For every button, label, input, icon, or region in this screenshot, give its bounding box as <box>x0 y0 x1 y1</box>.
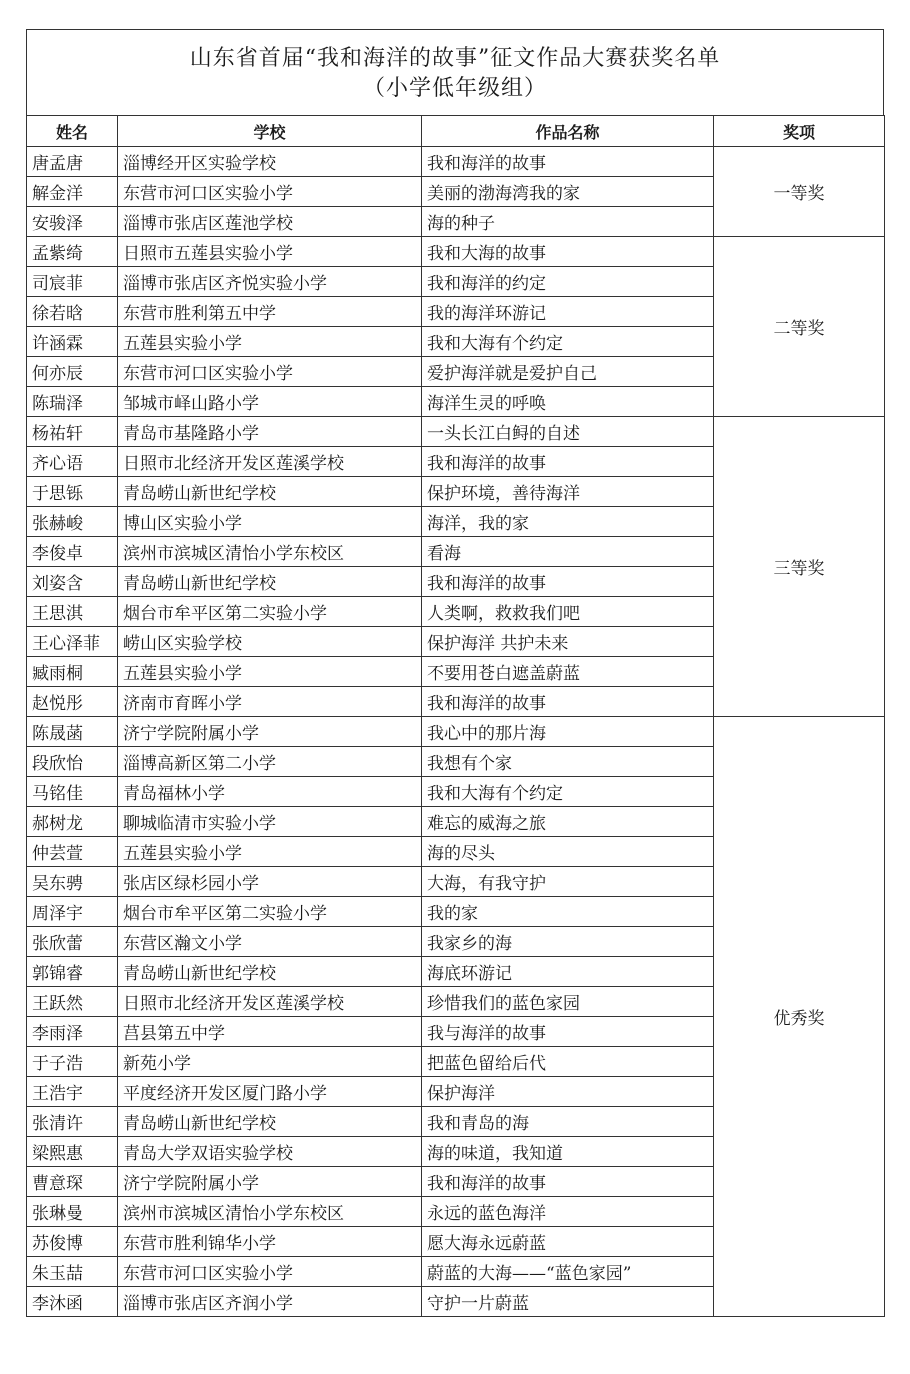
header-award: 奖项 <box>714 116 885 147</box>
cell-school: 烟台市牟平区第二实验小学 <box>118 597 422 627</box>
cell-school: 青岛崂山新世纪学校 <box>118 477 422 507</box>
cell-school: 博山区实验小学 <box>118 507 422 537</box>
cell-school: 五莲县实验小学 <box>118 837 422 867</box>
cell-name: 张清许 <box>27 1107 118 1137</box>
cell-school: 日照市北经济开发区莲溪学校 <box>118 447 422 477</box>
cell-name: 马铭佳 <box>27 777 118 807</box>
cell-work: 我家乡的海 <box>422 927 714 957</box>
cell-award: 三等奖 <box>714 417 885 717</box>
cell-work: 海的尽头 <box>422 837 714 867</box>
cell-name: 孟紫绮 <box>27 237 118 267</box>
table-body <box>27 147 885 1317</box>
cell-work: 难忘的威海之旅 <box>422 807 714 837</box>
cell-name: 李俊卓 <box>27 537 118 567</box>
cell-school: 济宁学院附属小学 <box>118 1167 422 1197</box>
header-name: 姓名 <box>27 116 118 147</box>
cell-school: 张店区绿杉园小学 <box>118 867 422 897</box>
cell-work: 蔚蓝的大海——“蓝色家园” <box>422 1257 714 1287</box>
cell-name: 唐孟唐 <box>27 147 118 177</box>
cell-school: 邹城市峄山路小学 <box>118 387 422 417</box>
cell-name: 李沐函 <box>27 1287 118 1317</box>
cell-school: 东营市胜利锦华小学 <box>118 1227 422 1257</box>
cell-name: 解金洋 <box>27 177 118 207</box>
cell-school: 东营市河口区实验小学 <box>118 1257 422 1287</box>
cell-name: 陈瑞泽 <box>27 387 118 417</box>
header-work: 作品名称 <box>422 116 714 147</box>
cell-work: 守护一片蔚蓝 <box>422 1287 714 1317</box>
cell-work: 愿大海永远蔚蓝 <box>422 1227 714 1257</box>
cell-school: 青岛大学双语实验学校 <box>118 1137 422 1167</box>
cell-work: 我和海洋的故事 <box>422 447 714 477</box>
cell-name: 郭锦睿 <box>27 957 118 987</box>
cell-work: 爱护海洋就是爱护自己 <box>422 357 714 387</box>
cell-name: 于思铄 <box>27 477 118 507</box>
cell-school: 崂山区实验学校 <box>118 627 422 657</box>
cell-name: 仲芸萱 <box>27 837 118 867</box>
document-title: 山东省首届“我和海洋的故事”征文作品大赛获奖名单 <box>189 46 721 71</box>
cell-school: 聊城临清市实验小学 <box>118 807 422 837</box>
cell-name: 齐心语 <box>27 447 118 477</box>
cell-name: 安骏泽 <box>27 207 118 237</box>
cell-name: 张赫峻 <box>27 507 118 537</box>
cell-school: 青岛福林小学 <box>118 777 422 807</box>
cell-school: 青岛市基隆路小学 <box>118 417 422 447</box>
cell-name: 郝树龙 <box>27 807 118 837</box>
cell-work: 海底环游记 <box>422 957 714 987</box>
cell-award: 二等奖 <box>714 237 885 417</box>
cell-work: 我和大海有个约定 <box>422 327 714 357</box>
cell-name: 李雨泽 <box>27 1017 118 1047</box>
table-row <box>27 237 885 267</box>
cell-work: 不要用苍白遮盖蔚蓝 <box>422 657 714 687</box>
cell-name: 赵悦彤 <box>27 687 118 717</box>
cell-work: 保护环境，善待海洋 <box>422 477 714 507</box>
cell-name: 朱玉喆 <box>27 1257 118 1287</box>
table-header-row <box>27 116 885 147</box>
cell-school: 新苑小学 <box>118 1047 422 1077</box>
cell-work: 把蓝色留给后代 <box>422 1047 714 1077</box>
award-list-document <box>26 29 884 1317</box>
cell-name: 许涵霖 <box>27 327 118 357</box>
cell-name: 王思淇 <box>27 597 118 627</box>
document-subtitle: （小学低年级组） <box>362 76 547 101</box>
cell-school: 济宁学院附属小学 <box>118 717 422 747</box>
cell-work: 我和海洋的约定 <box>422 267 714 297</box>
cell-name: 徐若晗 <box>27 297 118 327</box>
cell-school: 莒县第五中学 <box>118 1017 422 1047</box>
cell-name: 杨祐轩 <box>27 417 118 447</box>
cell-school: 淄博市张店区齐润小学 <box>118 1287 422 1317</box>
cell-name: 吴东骋 <box>27 867 118 897</box>
cell-school: 淄博市张店区齐悦实验小学 <box>118 267 422 297</box>
cell-name: 王浩宇 <box>27 1077 118 1107</box>
cell-work: 我和海洋的故事 <box>422 567 714 597</box>
cell-school: 滨州市滨城区清怡小学东校区 <box>118 1197 422 1227</box>
cell-name: 司宸菲 <box>27 267 118 297</box>
title-box <box>26 29 884 115</box>
cell-name: 王心泽菲 <box>27 627 118 657</box>
cell-name: 何亦辰 <box>27 357 118 387</box>
cell-school: 平度经济开发区厦门路小学 <box>118 1077 422 1107</box>
cell-school: 滨州市滨城区清怡小学东校区 <box>118 537 422 567</box>
table-row <box>27 417 885 447</box>
cell-school: 烟台市牟平区第二实验小学 <box>118 897 422 927</box>
cell-work: 看海 <box>422 537 714 567</box>
cell-school: 东营市胜利第五中学 <box>118 297 422 327</box>
cell-school: 济南市育晖小学 <box>118 687 422 717</box>
cell-work: 我和青岛的海 <box>422 1107 714 1137</box>
cell-work: 我想有个家 <box>422 747 714 777</box>
cell-work: 永远的蓝色海洋 <box>422 1197 714 1227</box>
cell-work: 海洋生灵的呼唤 <box>422 387 714 417</box>
cell-name: 刘姿含 <box>27 567 118 597</box>
cell-name: 陈晟菡 <box>27 717 118 747</box>
cell-work: 我和海洋的故事 <box>422 687 714 717</box>
cell-school: 青岛崂山新世纪学校 <box>118 1107 422 1137</box>
award-table <box>26 115 885 1317</box>
cell-name: 梁熙惠 <box>27 1137 118 1167</box>
cell-work: 美丽的渤海湾我的家 <box>422 177 714 207</box>
cell-work: 一头长江白鲟的自述 <box>422 417 714 447</box>
cell-work: 保护海洋 <box>422 1077 714 1107</box>
cell-work: 我与海洋的故事 <box>422 1017 714 1047</box>
cell-school: 青岛崂山新世纪学校 <box>118 567 422 597</box>
cell-school: 五莲县实验小学 <box>118 327 422 357</box>
cell-school: 东营市河口区实验小学 <box>118 177 422 207</box>
cell-name: 张琳曼 <box>27 1197 118 1227</box>
cell-name: 段欣怡 <box>27 747 118 777</box>
cell-work: 珍惜我们的蓝色家园 <box>422 987 714 1017</box>
cell-school: 东营市河口区实验小学 <box>118 357 422 387</box>
cell-name: 曹意琛 <box>27 1167 118 1197</box>
cell-work: 海的种子 <box>422 207 714 237</box>
cell-name: 苏俊博 <box>27 1227 118 1257</box>
cell-award: 一等奖 <box>714 147 885 237</box>
cell-name: 张欣蕾 <box>27 927 118 957</box>
cell-school: 淄博高新区第二小学 <box>118 747 422 777</box>
cell-work: 我和大海有个约定 <box>422 777 714 807</box>
cell-work: 我心中的那片海 <box>422 717 714 747</box>
cell-work: 大海，有我守护 <box>422 867 714 897</box>
cell-work: 我的家 <box>422 897 714 927</box>
cell-name: 于子浩 <box>27 1047 118 1077</box>
cell-school: 淄博市张店区莲池学校 <box>118 207 422 237</box>
cell-school: 青岛崂山新世纪学校 <box>118 957 422 987</box>
cell-school: 五莲县实验小学 <box>118 657 422 687</box>
cell-work: 海洋，我的家 <box>422 507 714 537</box>
cell-name: 周泽宇 <box>27 897 118 927</box>
cell-work: 我的海洋环游记 <box>422 297 714 327</box>
cell-school: 日照市北经济开发区莲溪学校 <box>118 987 422 1017</box>
table-row <box>27 717 885 747</box>
cell-name: 臧雨桐 <box>27 657 118 687</box>
header-school: 学校 <box>118 116 422 147</box>
table-row <box>27 147 885 177</box>
cell-work: 我和大海的故事 <box>422 237 714 267</box>
cell-school: 淄博经开区实验学校 <box>118 147 422 177</box>
cell-school: 东营区瀚文小学 <box>118 927 422 957</box>
cell-work: 海的味道，我知道 <box>422 1137 714 1167</box>
cell-work: 人类啊，救救我们吧 <box>422 597 714 627</box>
cell-work: 我和海洋的故事 <box>422 147 714 177</box>
cell-school: 日照市五莲县实验小学 <box>118 237 422 267</box>
cell-work: 保护海洋 共护未来 <box>422 627 714 657</box>
cell-work: 我和海洋的故事 <box>422 1167 714 1197</box>
cell-name: 王跃然 <box>27 987 118 1017</box>
cell-award: 优秀奖 <box>714 717 885 1317</box>
